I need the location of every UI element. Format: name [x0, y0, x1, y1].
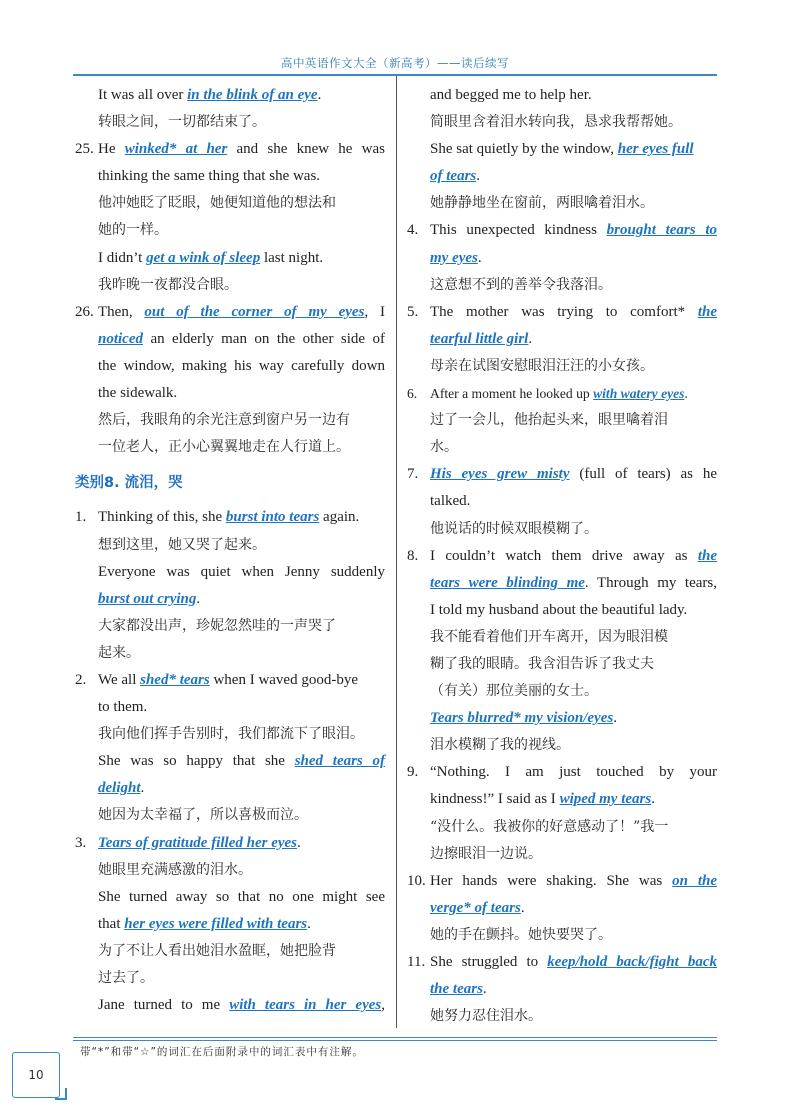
key-phrase: with tears in her eyes	[229, 997, 382, 1014]
footer-rule-secondary	[73, 1040, 717, 1041]
text-run: ,	[381, 997, 385, 1014]
chinese-translation-line	[407, 814, 717, 841]
key-phrase: Tears of gratitude filled her eyes	[98, 834, 298, 851]
chinese-translation-line	[407, 190, 717, 217]
text-run: 她眼里充满感激的泪水。	[98, 861, 252, 878]
text-run: talked.	[430, 493, 471, 510]
english-example-line	[75, 299, 385, 326]
chinese-translation-line	[407, 841, 717, 868]
english-example-line	[407, 759, 717, 786]
key-phrase: wiped my tears	[559, 791, 652, 808]
text-run: .	[482, 981, 487, 998]
text-run: Then,	[98, 303, 145, 320]
item-number: 1.	[75, 509, 87, 526]
english-example-line	[407, 976, 717, 1003]
text-run: 为了不让人看出她泪水盈眶，她把脸背	[98, 942, 336, 959]
text-run: 他冲她眨了眨眼，她便知道他的想法和	[98, 195, 336, 212]
text-run: After a moment he looked up	[430, 386, 594, 402]
text-run: , I	[364, 303, 385, 320]
text-run: .	[477, 249, 482, 266]
key-phrase: winked* at her	[124, 141, 228, 158]
text-run: This unexpected kindness	[430, 222, 607, 239]
english-example-line	[407, 217, 717, 244]
column-divider	[396, 76, 397, 1028]
chinese-translation-line	[75, 640, 385, 667]
category-heading	[75, 470, 385, 497]
text-run: 这意想不到的善举令我落泪。	[430, 276, 612, 293]
chinese-translation-line	[407, 434, 717, 461]
text-run: Everyone was quiet when Jenny suddenly	[98, 563, 385, 580]
key-phrase: her eyes were filled with tears	[124, 915, 308, 932]
chinese-translation-line	[75, 272, 385, 299]
chinese-translation-line	[75, 965, 385, 992]
chinese-translation-line	[407, 353, 717, 380]
text-run: the window, making his way carefully down	[98, 357, 385, 374]
english-example-line	[75, 775, 385, 802]
item-number: 6.	[407, 386, 418, 402]
english-example-line	[75, 504, 385, 531]
english-example-line	[407, 868, 717, 895]
english-example-line	[75, 245, 385, 272]
key-phrase: Tears blurred* my vision/eyes	[430, 710, 614, 727]
text-run: 泪水模糊了我的视线。	[430, 737, 570, 754]
chinese-translation-line	[75, 613, 385, 640]
english-example-line	[75, 136, 385, 163]
text-run: .	[613, 710, 617, 727]
text-run: She sat quietly by the window,	[430, 141, 618, 158]
chinese-translation-line	[407, 732, 717, 759]
key-phrase: noticed	[98, 330, 143, 347]
text-run: kindness!” I said as I	[430, 791, 560, 808]
key-phrase: out of the corner of my eyes	[144, 303, 365, 320]
english-example-line	[407, 82, 717, 109]
text-run: I told my husband about the beautiful lady.	[430, 601, 688, 618]
chinese-translation-line	[75, 721, 385, 748]
english-example-line	[75, 830, 385, 857]
text-run: and begged me to help her.	[430, 87, 592, 103]
key-phrase: tears were blinding me	[430, 574, 585, 591]
text-run: .	[317, 87, 322, 103]
footnote: 带“*”和带“☆”的词汇在后面附录中的词汇表中有注解。	[80, 1046, 364, 1058]
chinese-translation-line	[75, 532, 385, 559]
text-run: 她的一样。	[98, 222, 168, 239]
english-example-line	[407, 488, 717, 515]
text-run: and she knew he was	[227, 141, 385, 158]
english-example-line	[407, 245, 717, 272]
text-run: He	[98, 141, 125, 158]
key-phrase: keep/hold back/fight back	[547, 954, 717, 970]
chinese-translation-line	[407, 516, 717, 543]
text-run: when I waved good-bye	[209, 671, 358, 688]
chinese-translation-line	[75, 434, 385, 461]
english-example-line	[75, 586, 385, 613]
text-run: .	[528, 330, 533, 347]
text-run: 大家都没出声，珍妮忽然哇的一声哭了	[98, 617, 336, 634]
text-run: .	[196, 590, 201, 607]
text-run: The mother was trying to comfort*	[430, 303, 698, 320]
text-run: .	[297, 834, 301, 851]
text-run: the sidewalk.	[98, 385, 178, 402]
text-run: . Through my tears,	[584, 574, 718, 591]
chinese-translation-line	[75, 109, 385, 136]
english-example-line	[75, 380, 385, 407]
english-example-line	[407, 461, 717, 488]
text-run: .	[520, 899, 525, 916]
chinese-translation-line	[407, 407, 717, 434]
text-run: (full of tears) as he	[569, 466, 717, 483]
chinese-translation-line	[407, 272, 717, 299]
chinese-translation-line	[407, 1003, 717, 1030]
text-run: She was so happy that she	[98, 753, 295, 770]
key-phrase: my eyes	[430, 249, 478, 266]
text-run: .	[476, 168, 480, 185]
text-run: 想到这里，她又哭了起来。	[98, 536, 266, 553]
text-run: 水。	[430, 439, 458, 456]
item-number: 2.	[75, 671, 87, 688]
key-phrase: burst into tears	[225, 509, 320, 526]
text-run: to them.	[98, 699, 148, 716]
english-example-line	[75, 694, 385, 721]
english-example-line	[407, 136, 717, 163]
english-example-line	[407, 326, 717, 353]
item-number: 10.	[407, 872, 426, 889]
key-phrase: in the blink of an eye	[187, 87, 318, 103]
text-run: .	[307, 915, 311, 932]
item-number: 25.	[75, 141, 94, 158]
text-run: 过了一会儿，他抬起头来，眼里噙着泪	[430, 412, 668, 429]
chinese-translation-line	[75, 407, 385, 434]
english-example-line	[407, 786, 717, 813]
english-example-line	[407, 895, 717, 922]
page-number-ornament	[55, 1088, 67, 1100]
key-phrase: on the	[672, 872, 717, 889]
key-phrase: her eyes full	[617, 141, 694, 158]
english-example-line	[407, 705, 717, 732]
english-example-line	[75, 82, 385, 109]
text-run: 起来。	[98, 644, 140, 661]
english-example-line	[75, 884, 385, 911]
text-run: 她因为太幸福了，所以喜极而泣。	[98, 807, 308, 824]
key-phrase: delight	[98, 780, 141, 797]
text-run: 一位老人，正小心翼翼地走在人行道上。	[98, 439, 350, 456]
key-phrase: burst out crying	[98, 590, 197, 607]
english-example-line	[75, 163, 385, 190]
text-run: She struggled to	[430, 954, 548, 970]
key-phrase: get a wink of sleep	[146, 249, 261, 266]
chinese-translation-line	[75, 938, 385, 965]
text-run: 糊了我的眼睛。我含泪告诉了我丈夫	[430, 655, 654, 672]
text-run: again.	[319, 509, 360, 526]
key-phrase: verge* of tears	[430, 899, 521, 916]
chinese-translation-line	[407, 922, 717, 949]
english-example-line	[75, 353, 385, 380]
left-column	[75, 82, 385, 1019]
page-number: 10	[12, 1052, 60, 1098]
chinese-translation-line	[75, 217, 385, 244]
item-number: 3.	[75, 834, 87, 851]
running-header: 高中英语作文大全（新高考）——读后续写	[281, 56, 509, 70]
key-phrase: His eyes grew misty	[430, 466, 570, 483]
item-number: 4.	[407, 222, 419, 239]
chinese-translation-line	[407, 624, 717, 651]
item-number: 11.	[407, 954, 426, 970]
text-run: Thinking of this, she	[98, 509, 226, 526]
text-run: It was all over	[98, 87, 188, 103]
english-example-line	[75, 667, 385, 694]
english-example-line	[75, 748, 385, 775]
english-example-line	[407, 570, 717, 597]
footer-rule	[73, 1037, 717, 1038]
item-number: 7.	[407, 466, 419, 483]
text-run: 边擦眼泪一边说。	[430, 845, 542, 862]
text-run: 转眼之间，一切都结束了。	[98, 114, 266, 131]
text-run: 母亲在试图安慰眼泪汪汪的小女孩。	[430, 357, 654, 374]
text-run: （有关）那位美丽的女士。	[430, 683, 598, 700]
key-phrase: brought tears to	[606, 222, 717, 239]
key-phrase: shed* tears	[140, 671, 210, 688]
chinese-translation-line	[75, 190, 385, 217]
key-phrase: of tears	[430, 168, 477, 185]
text-run: Her hands were shaking. She was	[430, 872, 673, 889]
chinese-translation-line	[75, 857, 385, 884]
text-run: We all	[98, 671, 141, 688]
text-run: 过去了。	[98, 970, 154, 986]
key-phrase: tearful little girl	[430, 330, 529, 347]
text-run: “没什么。我被你的好意感动了！”我一	[430, 818, 669, 835]
key-phrase: shed tears of	[294, 753, 385, 770]
text-run: that	[98, 915, 125, 932]
right-column	[407, 82, 717, 1030]
text-run: 他说话的时候双眼模糊了。	[430, 520, 598, 537]
english-example-line	[407, 299, 717, 326]
text-run: I couldn’t watch them drive away as	[430, 547, 698, 564]
english-example-line	[407, 163, 717, 190]
key-phrase: the	[697, 547, 717, 564]
text-run: 她努力忍住泪水。	[430, 1008, 542, 1025]
item-number: 5.	[407, 303, 419, 320]
key-phrase: with watery eyes	[593, 386, 685, 402]
text-run: Jane turned to me	[98, 997, 230, 1014]
english-example-line	[407, 597, 717, 624]
text-run: I didn’t	[98, 249, 147, 266]
item-number: 8.	[407, 547, 419, 564]
chinese-translation-line	[75, 802, 385, 829]
chinese-translation-line	[407, 651, 717, 678]
item-number: 9.	[407, 764, 419, 781]
text-run: 她静静地坐在窗前，两眼噙着泪水。	[430, 195, 654, 212]
english-example-line	[75, 326, 385, 353]
key-phrase: the tears	[430, 981, 483, 998]
text-run: “Nothing. I am just touched by your	[430, 764, 717, 781]
text-run: 我昨晚一夜都没合眼。	[98, 276, 238, 293]
text-run: 她的手在颤抖。她快要哭了。	[430, 926, 612, 943]
text-run: 然后，我眼角的余光注意到窗户另一边有	[98, 412, 350, 429]
key-phrase: the	[697, 303, 717, 320]
text-run: .	[140, 780, 145, 797]
chinese-translation-line	[407, 678, 717, 705]
chinese-translation-line	[407, 109, 717, 136]
english-example-line	[75, 992, 385, 1019]
text-run: She turned away so that no one might see	[98, 888, 385, 905]
text-run: 我向他们挥手告别时，我们都流下了眼泪。	[98, 726, 364, 743]
text-run: .	[651, 791, 655, 808]
english-example-line	[75, 911, 385, 938]
text-run: last night.	[260, 249, 324, 266]
header-rule	[73, 74, 717, 76]
text-run: 简眼里含着泪水转向我，恳求我帮帮她。	[430, 114, 682, 131]
text-run: .	[684, 386, 688, 402]
text-run: an elderly man on the other side of	[143, 330, 385, 347]
text-run: 类别8. 流泪，哭	[75, 475, 183, 492]
english-example-line	[407, 543, 717, 570]
english-example-line	[407, 380, 717, 407]
item-number: 26.	[75, 303, 94, 320]
english-example-line	[407, 949, 717, 976]
text-run: thinking the same thing that she was.	[98, 168, 321, 185]
text-run: 我不能看着他们开车离开，因为眼泪模	[430, 628, 668, 645]
english-example-line	[75, 559, 385, 586]
